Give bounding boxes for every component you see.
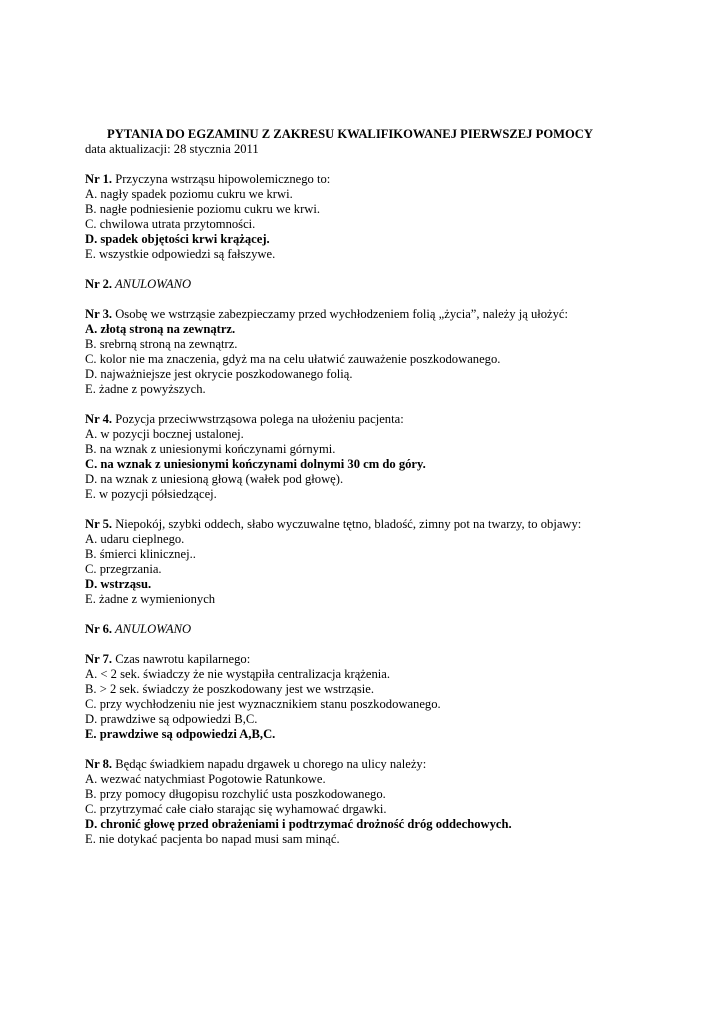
correct-answer-option: D. spadek objętości krwi krążącej. xyxy=(85,232,270,246)
question-block xyxy=(85,412,645,502)
question-number: Nr 2. xyxy=(85,277,113,291)
answer-option: E. żadne z powyższych. xyxy=(85,382,206,396)
question-text: Pozycja przeciwwstrząsowa polega na ułożeniu pacjenta: xyxy=(112,412,404,426)
question-number: Nr 3. xyxy=(85,307,113,321)
spacer xyxy=(85,502,645,517)
answer-option: B. srebrną stroną na zewnątrz. xyxy=(85,337,238,351)
answer-option: A. w pozycji bocznej ustalonej. xyxy=(85,427,244,441)
question-number: Nr 6. xyxy=(85,622,113,636)
question-block xyxy=(85,517,645,607)
answer-option: D. na wznak z uniesioną głową (wałek pod głowę). xyxy=(85,472,344,486)
answer-option: E. żadne z wymienionych xyxy=(85,592,216,606)
question-text: Czas nawrotu kapilarnego: xyxy=(112,652,251,666)
answer-option: B. > 2 sek. świadczy że poszkodowany jest we wstrząsie. xyxy=(85,682,374,696)
answer-option: E. w pozycji półsiedzącej. xyxy=(85,487,217,501)
question-block xyxy=(85,652,645,742)
question-text: Przyczyna wstrząsu hipowolemicznego to: xyxy=(112,172,331,186)
page-title: PYTANIA DO EGZAMINU Z ZAKRESU KWALIFIKOWANEJ PIERWSZEJ POMOCY xyxy=(107,127,593,141)
question-line xyxy=(85,517,645,532)
spacer xyxy=(85,637,645,652)
correct-answer-option: D. chronić głowę przed obrażeniami i podtrzymać drożność dróg oddechowych. xyxy=(85,817,512,831)
update-date: data aktualizacji: 28 stycznia 2011 xyxy=(85,142,259,156)
answer-option: E. wszystkie odpowiedzi są fałszywe. xyxy=(85,247,276,261)
question-line xyxy=(85,757,645,772)
answer-option: C. przytrzymać całe ciało starając się wyhamować drgawki. xyxy=(85,802,387,816)
answer-option: C. kolor nie ma znaczenia, gdyż ma na celu ułatwić zauważenie poszkodowanego. xyxy=(85,352,501,366)
question-line xyxy=(85,652,645,667)
question-text: Niepokój, szybki oddech, słabo wyczuwalne tętno, bladość, zimny pot na twarzy, to objawy: xyxy=(112,517,582,531)
question-text: Będąc świadkiem napadu drgawek u chorego na ulicy należy: xyxy=(112,757,427,771)
question-block xyxy=(85,757,645,847)
correct-answer-option: E. prawdziwe są odpowiedzi A,B,C. xyxy=(85,727,276,741)
answer-option: C. przy wychłodzeniu nie jest wyznacznikiem stanu poszkodowanego. xyxy=(85,697,441,711)
question-block xyxy=(85,307,645,397)
answer-option: D. najważniejsze jest okrycie poszkodowanego folią. xyxy=(85,367,353,381)
spacer xyxy=(85,292,645,307)
correct-answer-option: C. na wznak z uniesionymi kończynami dolnymi 30 cm do góry. xyxy=(85,457,426,471)
answer-option: B. nagłe podniesienie poziomu cukru we krwi. xyxy=(85,202,321,216)
spacer xyxy=(85,607,645,622)
answer-option: B. śmierci klinicznej.. xyxy=(85,547,196,561)
document-page xyxy=(85,127,645,847)
question-number: Nr 8. xyxy=(85,757,113,771)
answer-option: A. wezwać natychmiast Pogotowie Ratunkowe. xyxy=(85,772,326,786)
question-number: Nr 4. xyxy=(85,412,113,426)
spacer xyxy=(85,262,645,277)
spacer xyxy=(85,157,645,172)
answer-option: C. chwilowa utrata przytomności. xyxy=(85,217,256,231)
answer-option: B. przy pomocy długopisu rozchylić usta poszkodowanego. xyxy=(85,787,386,801)
answer-option: E. nie dotykać pacjenta bo napad musi sam minąć. xyxy=(85,832,340,846)
cancelled-label: ANULOWANO xyxy=(112,622,192,636)
question-line xyxy=(85,172,645,187)
question-block xyxy=(85,277,645,292)
answer-option: B. na wznak z uniesionymi kończynami górnymi. xyxy=(85,442,336,456)
cancelled-label: ANULOWANO xyxy=(112,277,192,291)
question-block xyxy=(85,172,645,262)
question-number: Nr 7. xyxy=(85,652,113,666)
spacer xyxy=(85,742,645,757)
correct-answer-option: A. złotą stroną na zewnątrz. xyxy=(85,322,236,336)
question-line xyxy=(85,622,645,637)
question-block xyxy=(85,622,645,637)
spacer xyxy=(85,397,645,412)
question-number: Nr 1. xyxy=(85,172,113,186)
question-line xyxy=(85,277,645,292)
answer-option: D. prawdziwe są odpowiedzi B,C. xyxy=(85,712,258,726)
answer-option: C. przegrzania. xyxy=(85,562,162,576)
question-number: Nr 5. xyxy=(85,517,113,531)
answer-option: A. nagły spadek poziomu cukru we krwi. xyxy=(85,187,293,201)
correct-answer-option: D. wstrząsu. xyxy=(85,577,152,591)
question-text: Osobę we wstrząsie zabezpieczamy przed wychłodzeniem folią „życia”, należy ją ułożyć: xyxy=(112,307,569,321)
answer-option: A. udaru cieplnego. xyxy=(85,532,185,546)
question-line xyxy=(85,412,645,427)
answer-option: A. < 2 sek. świadczy że nie wystąpiła centralizacja krążenia. xyxy=(85,667,391,681)
question-line xyxy=(85,307,645,322)
